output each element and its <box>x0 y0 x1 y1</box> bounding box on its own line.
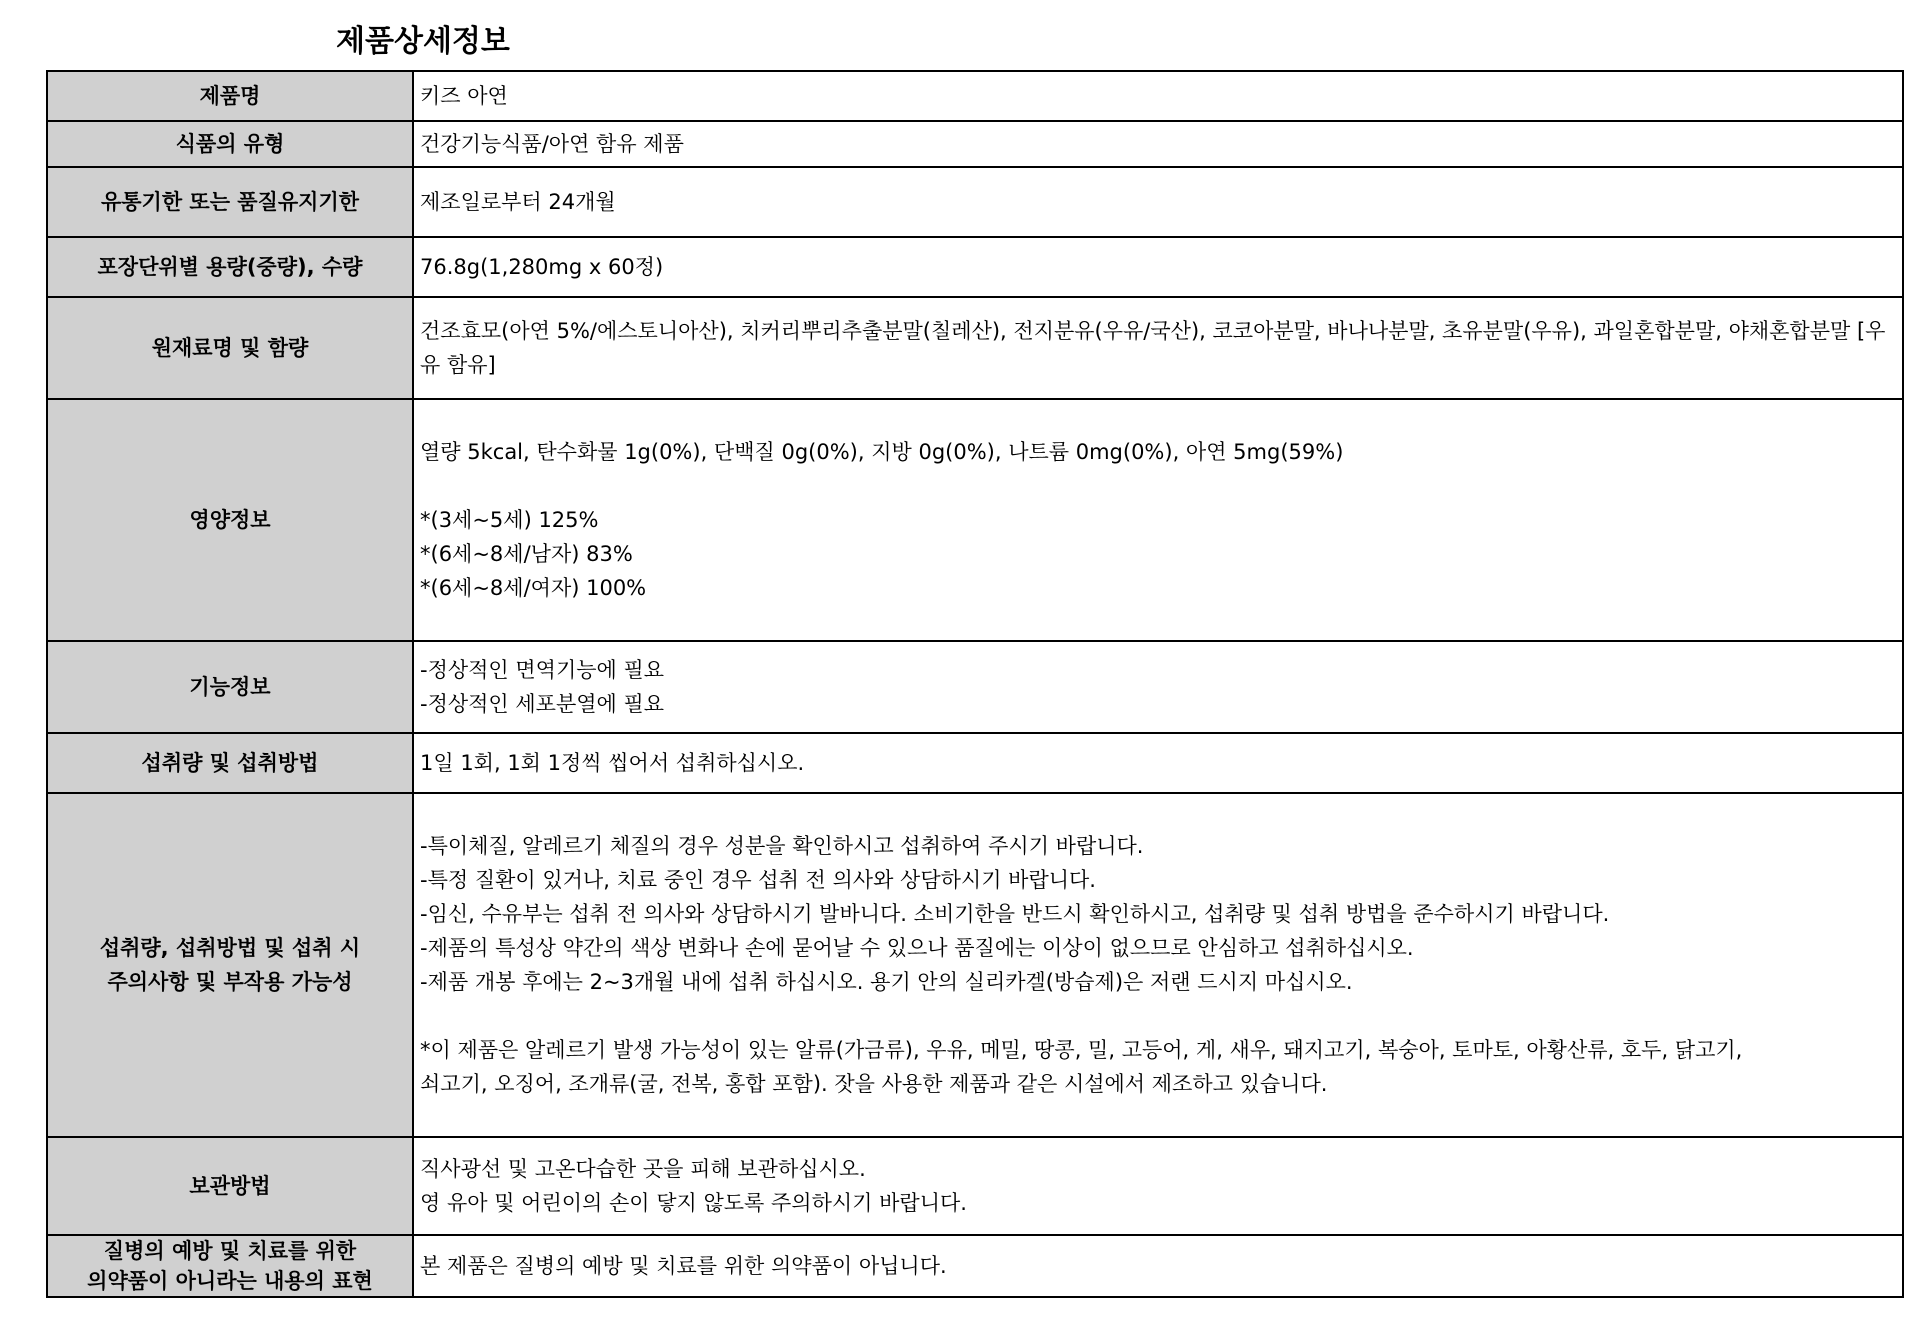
label-caution-line: 섭취량, 섭취방법 및 섭취 시 <box>99 936 361 960</box>
allergy-line: 쇠고기, 오징어, 조개류(굴, 전복, 홍합 포함). 잣을 사용한 제품과 같은 시설에서 제조하고 있습니다. <box>420 1072 1328 1096</box>
storage-line: 영 유아 및 어린이의 손이 닿지 않도록 주의하시기 바랍니다. <box>420 1191 967 1215</box>
spacer <box>420 469 1896 503</box>
caution-line: -제품 개봉 후에는 2~3개월 내에 섭취 하십시오. 용기 안의 실리카겔(방습제)은 저랜 드시지 마십시오. <box>420 970 1353 994</box>
value-food-type: 건강기능식품/아연 함유 제품 <box>413 121 1903 167</box>
value-expiry: 제조일로부터 24개월 <box>413 167 1903 237</box>
value-capacity: 76.8g(1,280mg x 60정) <box>413 237 1903 297</box>
value-ingredients: 건조효모(아연 5%/에스토니아산), 치커리뿌리추출분말(칠레산), 전지분유(우유/국산), 코코아분말, 바나나분말, 초유분말(우유), 과일혼합분말, 야채혼합분말 [우유 함유] <box>420 319 1886 377</box>
function-line: -정상적인 면역기능에 필요 <box>420 658 665 682</box>
value-disclaimer: 본 제품은 질병의 예방 및 치료를 위한 의약품이 아닙니다. <box>413 1235 1903 1297</box>
label-food-type: 식품의 유형 <box>47 121 413 167</box>
label-disclaimer-line: 의약품이 아니라는 내용의 표현 <box>87 1269 373 1293</box>
function-line: -정상적인 세포분열에 필요 <box>420 692 665 716</box>
storage-line: 직사광선 및 고온다습한 곳을 피해 보관하십시오. <box>420 1157 866 1181</box>
table-row-capacity <box>47 237 1903 297</box>
label-intake: 섭취량 및 섭취방법 <box>47 733 413 793</box>
caution-line: -임신, 수유부는 섭취 전 의사와 상담하시기 발바니다. 소비기한을 반드시 확인하시고, 섭취량 및 섭취 방법을 준수하시기 바랍니다. <box>420 902 1610 926</box>
label-disclaimer-line: 질병의 예방 및 치료를 위한 <box>103 1239 357 1263</box>
caution-line: -제품의 특성상 약간의 색상 변화나 손에 묻어날 수 있으나 품질에는 이상이 없으므로 안심하고 섭취하십시오. <box>420 936 1414 960</box>
allergy-line: *이 제품은 알레르기 발생 가능성이 있는 알류(가금류), 우유, 메밀, 땅콩, 밀, 고등어, 게, 새우, 돼지고기, 복숭아, 토마토, 아황산류, 호두, 닭고기, <box>420 1038 1743 1062</box>
nutrition-line: *(6세~8세/남자) 83% <box>420 542 633 566</box>
value-storage-cell <box>413 1137 1903 1235</box>
value-intake: 1일 1회, 1회 1정씩 씹어서 섭취하십시오. <box>413 733 1903 793</box>
product-detail-table <box>46 70 1904 1298</box>
value-ingredients-cell <box>413 297 1903 399</box>
nutrition-line: *(3세~5세) 125% <box>420 508 599 532</box>
table-row-nutrition <box>47 399 1903 641</box>
label-capacity: 포장단위별 용량(중량), 수량 <box>47 237 413 297</box>
label-product-name: 제품명 <box>47 71 413 121</box>
label-ingredients: 원재료명 및 함량 <box>47 297 413 399</box>
label-caution-line: 주의사항 및 부작용 가능성 <box>107 970 353 994</box>
label-disclaimer-cell <box>47 1235 413 1297</box>
table-row-product-name <box>47 71 1903 121</box>
table-row-function <box>47 641 1903 733</box>
table-row-caution <box>47 793 1903 1137</box>
value-nutrition-cell <box>413 399 1903 641</box>
nutrition-line: 열량 5kcal, 탄수화물 1g(0%), 단백질 0g(0%), 지방 0g(0%), 나트륨 0mg(0%), 아연 5mg(59%) <box>420 440 1344 464</box>
caution-line: -특이체질, 알레르기 체질의 경우 성분을 확인하시고 섭취하여 주시기 바랍니다. <box>420 834 1144 858</box>
label-caution-cell <box>47 793 413 1137</box>
table-row-food-type <box>47 121 1903 167</box>
label-expiry: 유통기한 또는 품질유지기한 <box>47 167 413 237</box>
value-caution-cell <box>413 793 1903 1137</box>
table-row-storage <box>47 1137 1903 1235</box>
table-row-ingredients <box>47 297 1903 399</box>
table-row-expiry <box>47 167 1903 237</box>
value-function-cell <box>413 641 1903 733</box>
label-nutrition: 영양정보 <box>47 399 413 641</box>
caution-line: -특정 질환이 있거나, 치료 중인 경우 섭취 전 의사와 상담하시기 바랍니다. <box>420 868 1096 892</box>
label-storage: 보관방법 <box>47 1137 413 1235</box>
label-function: 기능정보 <box>47 641 413 733</box>
nutrition-line: *(6세~8세/여자) 100% <box>420 576 647 600</box>
page-title: 제품상세정보 <box>336 24 510 59</box>
table-row-intake <box>47 733 1903 793</box>
value-product-name: 키즈 아연 <box>413 71 1903 121</box>
table-row-disclaimer <box>47 1235 1903 1297</box>
spacer <box>420 999 1896 1033</box>
